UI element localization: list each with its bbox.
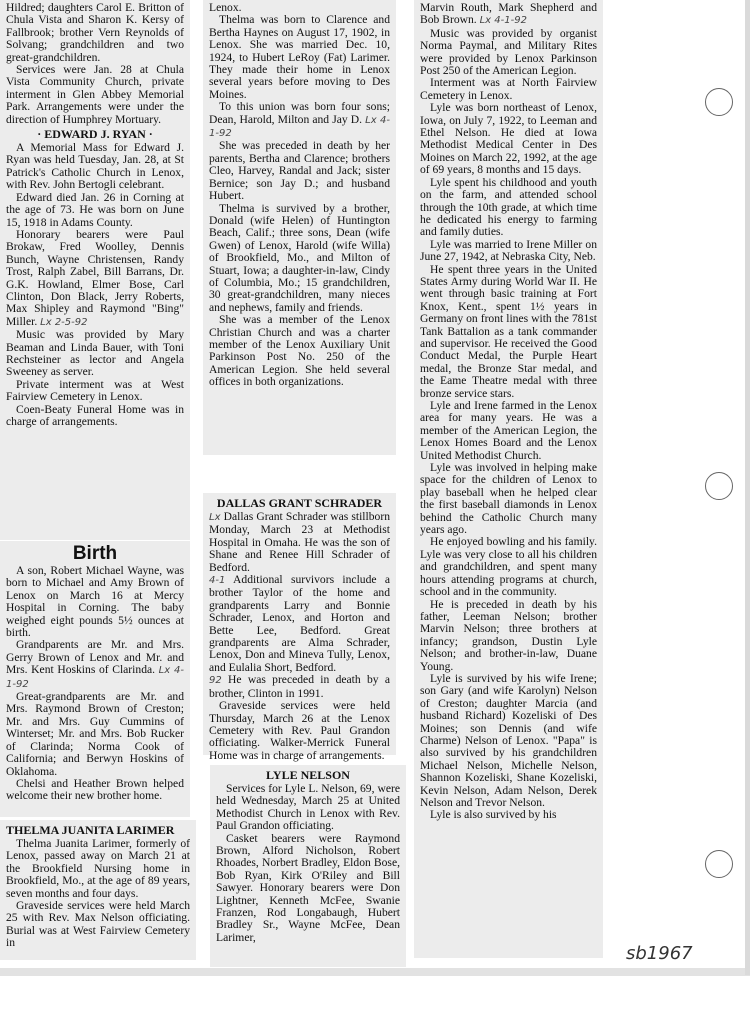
- paragraph: [6, 639, 184, 691]
- paragraph: He is preceded in death by his father, Leeman Nelson; brother Marvin Nelson; three brothers at infancy; grandson, Dustin Lyle Nelson; and brother-in-law, Duane Young.: [420, 597, 597, 673]
- handwritten-page-number: sb1967: [626, 943, 693, 964]
- paragraph: Lyle was born northeast of Lenox, Iowa, on July 7, 1922, to Leeman and Ethel Nelson. He died at Iowa Methodist Medical Center in Des Moines on March 22, 1992, at the age of 69 years, 8 months and 15 days.: [420, 101, 597, 177]
- paragraph-text: Grandparents are Mr. and Mrs. Gerry Brown of Lenox and Mr. and Mrs. Kent Hoskins of Clarinda.: [6, 638, 184, 677]
- obituary-heading: DALLAS GRANT SCHRADER: [216, 496, 383, 510]
- paragraph: [209, 574, 390, 674]
- paragraph: [209, 511, 390, 574]
- paragraph: [209, 674, 390, 700]
- paragraph: Graveside services were held March 25 with Rev. Max Nelson officiating. Burial was at West Fairview Cemetery in: [6, 899, 190, 950]
- handwritten-note: Lx: [209, 512, 221, 523]
- paragraph: Casket bearers were Raymond Brown, Alford Nicholson, Robert Rhoades, Norbert Bradley, Eldon Bose, Bob Ryan, Kirk O'Riley and Bill Sawyer. Honorary bearers were Don Lightner, Kenneth McFee, Swanie Franzen, Rod Longabaugh, Hubert Bradley Sr., Wayne McFee, Dean Larimer,: [216, 831, 400, 944]
- paragraph: [420, 2, 597, 28]
- clipping-schrader: [203, 493, 396, 762]
- clipping-nelson-continued: [414, 0, 603, 958]
- paragraph-text: To this union was born four sons; Dean, Harold, Milton and Jay D.: [209, 100, 390, 126]
- paragraph: Music was provided by organist Norma Paymal, and Military Rites were provided by Lenox Parkinson Post 250 of the American Legion.: [420, 26, 597, 78]
- clipping-larimer-continued: [203, 0, 396, 455]
- paragraph-text: He was preceded in death by a brother, Clinton in 1991.: [209, 673, 391, 700]
- paragraph: She was preceded in death by her parents, Bertha and Clarence; brothers Cleo, Harvey, Randal and Jack; sister Bernice; son Jay D.; and husband Hubert.: [209, 139, 390, 203]
- paragraph: Great-grandparents are Mr. and Mrs. Raymond Brown of Creston; Mr. and Mrs. Guy Cummins of Winterset; Mr. and Mrs. Bob Rucker of Clarinda; Norma Cook of California; and Berwyn Hoskins of Oklahoma.: [6, 690, 184, 778]
- paragraph: A son, Robert Michael Wayne, was born to Michael and Amy Brown of Lenox on March 16 at Mercy Hospital in Corning. The baby weighed eight pounds 5½ ounces at birth.: [6, 564, 184, 640]
- paragraph-text: Honorary bearers were Paul Brokaw, Fred Woolley, Dennis Bunch, Wayne Christensen, Randy Trost, Ralph Zabel, Bill Barrans, Dr. G.K. Howland, Elmer Bose, Carl Clinton, Don Black, Jerry Roberts, Max Shipley and Raymond "Bing" Miller.: [6, 227, 184, 328]
- paragraph: Services for Lyle L. Nelson, 69, were held Wednesday, March 25 at United Methodist Church in Lenox with Rev. Paul Grandon officiating.: [216, 782, 400, 833]
- paragraph: Edward died Jan. 26 in Corning at the age of 73. He was born on June 15, 1918 in Adams County.: [6, 190, 184, 229]
- paragraph: Lenox.: [209, 1, 242, 14]
- paragraph: [209, 101, 390, 140]
- paragraph-text: Marvin Routh, Mark Shepherd and Bob Brown.: [420, 1, 597, 27]
- paragraph: Lyle was involved in helping make space for the children of Lenox to play baseball when he helped clear the first baseball diamonds in Lenox behind the Catholic Church many years ago.: [420, 461, 597, 537]
- handwritten-note: 4-1: [209, 575, 226, 587]
- punch-hole: [705, 472, 733, 500]
- paragraph: Lyle is also survived by his: [430, 808, 557, 822]
- paragraph-text: Additional survivors include a brother Taylor of the home and grandparents Larry and Bonnie Schrader, Lenox, and Horton and Bette Lee, Bedford. Great grandparents are Alma Schrader, Lenox, Don and Mineva Tully, Lenox, and Eulalia Short, Bedford.: [209, 573, 390, 674]
- clipping-nelson: [210, 765, 406, 967]
- handwritten-note: 92: [209, 675, 222, 687]
- paragraph: She was a member of the Lenox Christian Church and was a charter member of the Lenox Auxiliary Unit Parkinson Post No. 250 of the American Legion. She held several offices in both organizations.: [209, 313, 390, 389]
- paragraph: Interment was at North Fairview Cemetery in Lenox.: [420, 76, 597, 102]
- clipping-larimer: [0, 820, 196, 960]
- clipping-birth: [0, 541, 190, 817]
- paragraph: A Memorial Mass for Edward J. Ryan was held Tuesday, Jan. 28, at St Patrick's Catholic Church in Lenox, with Rev. John Bertogli celebrant.: [6, 141, 184, 192]
- paragraph: Thelma Juanita Larimer, formerly of Lenox, passed away on March 21 at the Brookfield Nursing home in Brookfield, Mo., at the age of 89 years, seven months and four days.: [6, 837, 190, 900]
- obituary-heading: LYLE NELSON: [266, 768, 350, 782]
- paragraph: Lyle and Irene farmed in the Lenox area for many years. He was a member of the American Legion, the Lenox Homes Board and the Lenox United Methodist Church.: [420, 399, 597, 462]
- paragraph: Lyle spent his childhood and youth on the farm, and attended school through the 10th grade, at which time he dedicated his energy to farming and family duties.: [420, 175, 597, 239]
- scan-edge: [745, 0, 750, 975]
- paragraph: Music was provided by Mary Beaman and Linda Bauer, with Toni Rechsteiner as lector and Angela Sweeney as server.: [6, 328, 184, 379]
- paragraph: Coen-Beaty Funeral Home was in charge of arrangements.: [6, 402, 184, 428]
- obituary-heading: · EDWARD J. RYAN ·: [37, 127, 153, 142]
- paragraph: Lyle is survived by his wife Irene; son Gary (and wife Karolyn) Nelson of Creston; daughter Marcia (and husband Richard) Kozeliski of Des Moines; son Dennis (and wife Charme) Nelson of Lenox. "Papa" is also survived by his grandchildren Michael Nelson, Michelle Nelson, Shannon Kozeliski, Shane Kozeliski, Kevin Nelson, Adam Nelson, Derek Nelson and Trevor Nelson.: [420, 671, 597, 809]
- section-heading: Birth: [72, 543, 118, 564]
- paragraph: [6, 229, 184, 329]
- paragraph: He enjoyed bowling and his family. Lyle was very close to all his children and grandchildren, and spent many hours attending programs at church, school and in the community.: [420, 535, 597, 599]
- paragraph: He spent three years in the United States Army during World War II. He went through basic training at Fort Knox, Kent., spent 1½ years in Germany on front lines with the 781st Tank Battalion as a tank commander and supervisor. He received the Good Conduct Medal, the Purple Heart medal, the Bronze Star medal, and the Eame Theatre medal with three bronze service stars.: [420, 262, 597, 400]
- handwritten-note: Lx 4-1-92: [479, 15, 527, 27]
- handwritten-note: Lx 2-5-92: [40, 316, 88, 328]
- paragraph-text: Dallas Grant Schrader was stillborn Monday, March 23 at Methodist Hospital in Omaha. He was the son of Shane and Renee Hill Schrader of Bedford.: [209, 510, 390, 574]
- paragraph: Private interment was at West Fairview Cemetery in Lenox.: [6, 377, 184, 404]
- scan-edge: [0, 968, 750, 976]
- paragraph: Thelma was born to Clarence and Bertha Haynes on August 17, 1902, in Lenox. She was married Dec. 10, 1924, to Hubert LeRoy (Fat) Larimer. They made their home in Lenox several years before moving to Des Moines.: [209, 13, 390, 101]
- handwritten-note: Lx 4-1-92: [209, 114, 390, 140]
- punch-hole: [705, 88, 733, 116]
- paragraph: Graveside services were held Thursday, March 26 at the Lenox Cemetery with Rev. Paul Grandon officiating. Walker-Merrick Funeral Home was in charge of arrangements.: [209, 699, 390, 762]
- paragraph: Services were Jan. 28 at Chula Vista Community Church, private interment in Glen Abbey Memorial Park. Arrangements were under the direction of Humphrey Mortuary.: [6, 63, 184, 126]
- punch-hole: [705, 850, 733, 878]
- obituary-heading: THELMA JUANITA LARIMER: [6, 823, 175, 837]
- paragraph: Hildred; daughters Carol E. Britton of Chula Vista and Sharon K. Kersy of Fallbrook; brother Vern Reynolds of Solvang; grandchildren and two great-grandchildren.: [6, 1, 184, 64]
- paragraph: Thelma is survived by a brother, Donald (wife Helen) of Huntington Beach, Calif.; three sons, Dean (wife Gwen) of Lenox, Harold (wife Willa) of Brookfield, Mo., and Milton of Stuart, Iowa; a daughter-in-law, Cindy of Columbia, Mo.; 15 grandchildren, 30 great-grandchildren, many nieces and nephews, family and friends.: [209, 201, 390, 314]
- clipping-ryan: [0, 0, 190, 540]
- handwritten-note: Lx 4-1-92: [6, 665, 184, 690]
- paragraph: Lyle was married to Irene Miller on June 27, 1942, at Nebraska City, Neb.: [420, 237, 597, 264]
- paragraph: Chelsi and Heather Brown helped welcome their new brother home.: [6, 776, 184, 803]
